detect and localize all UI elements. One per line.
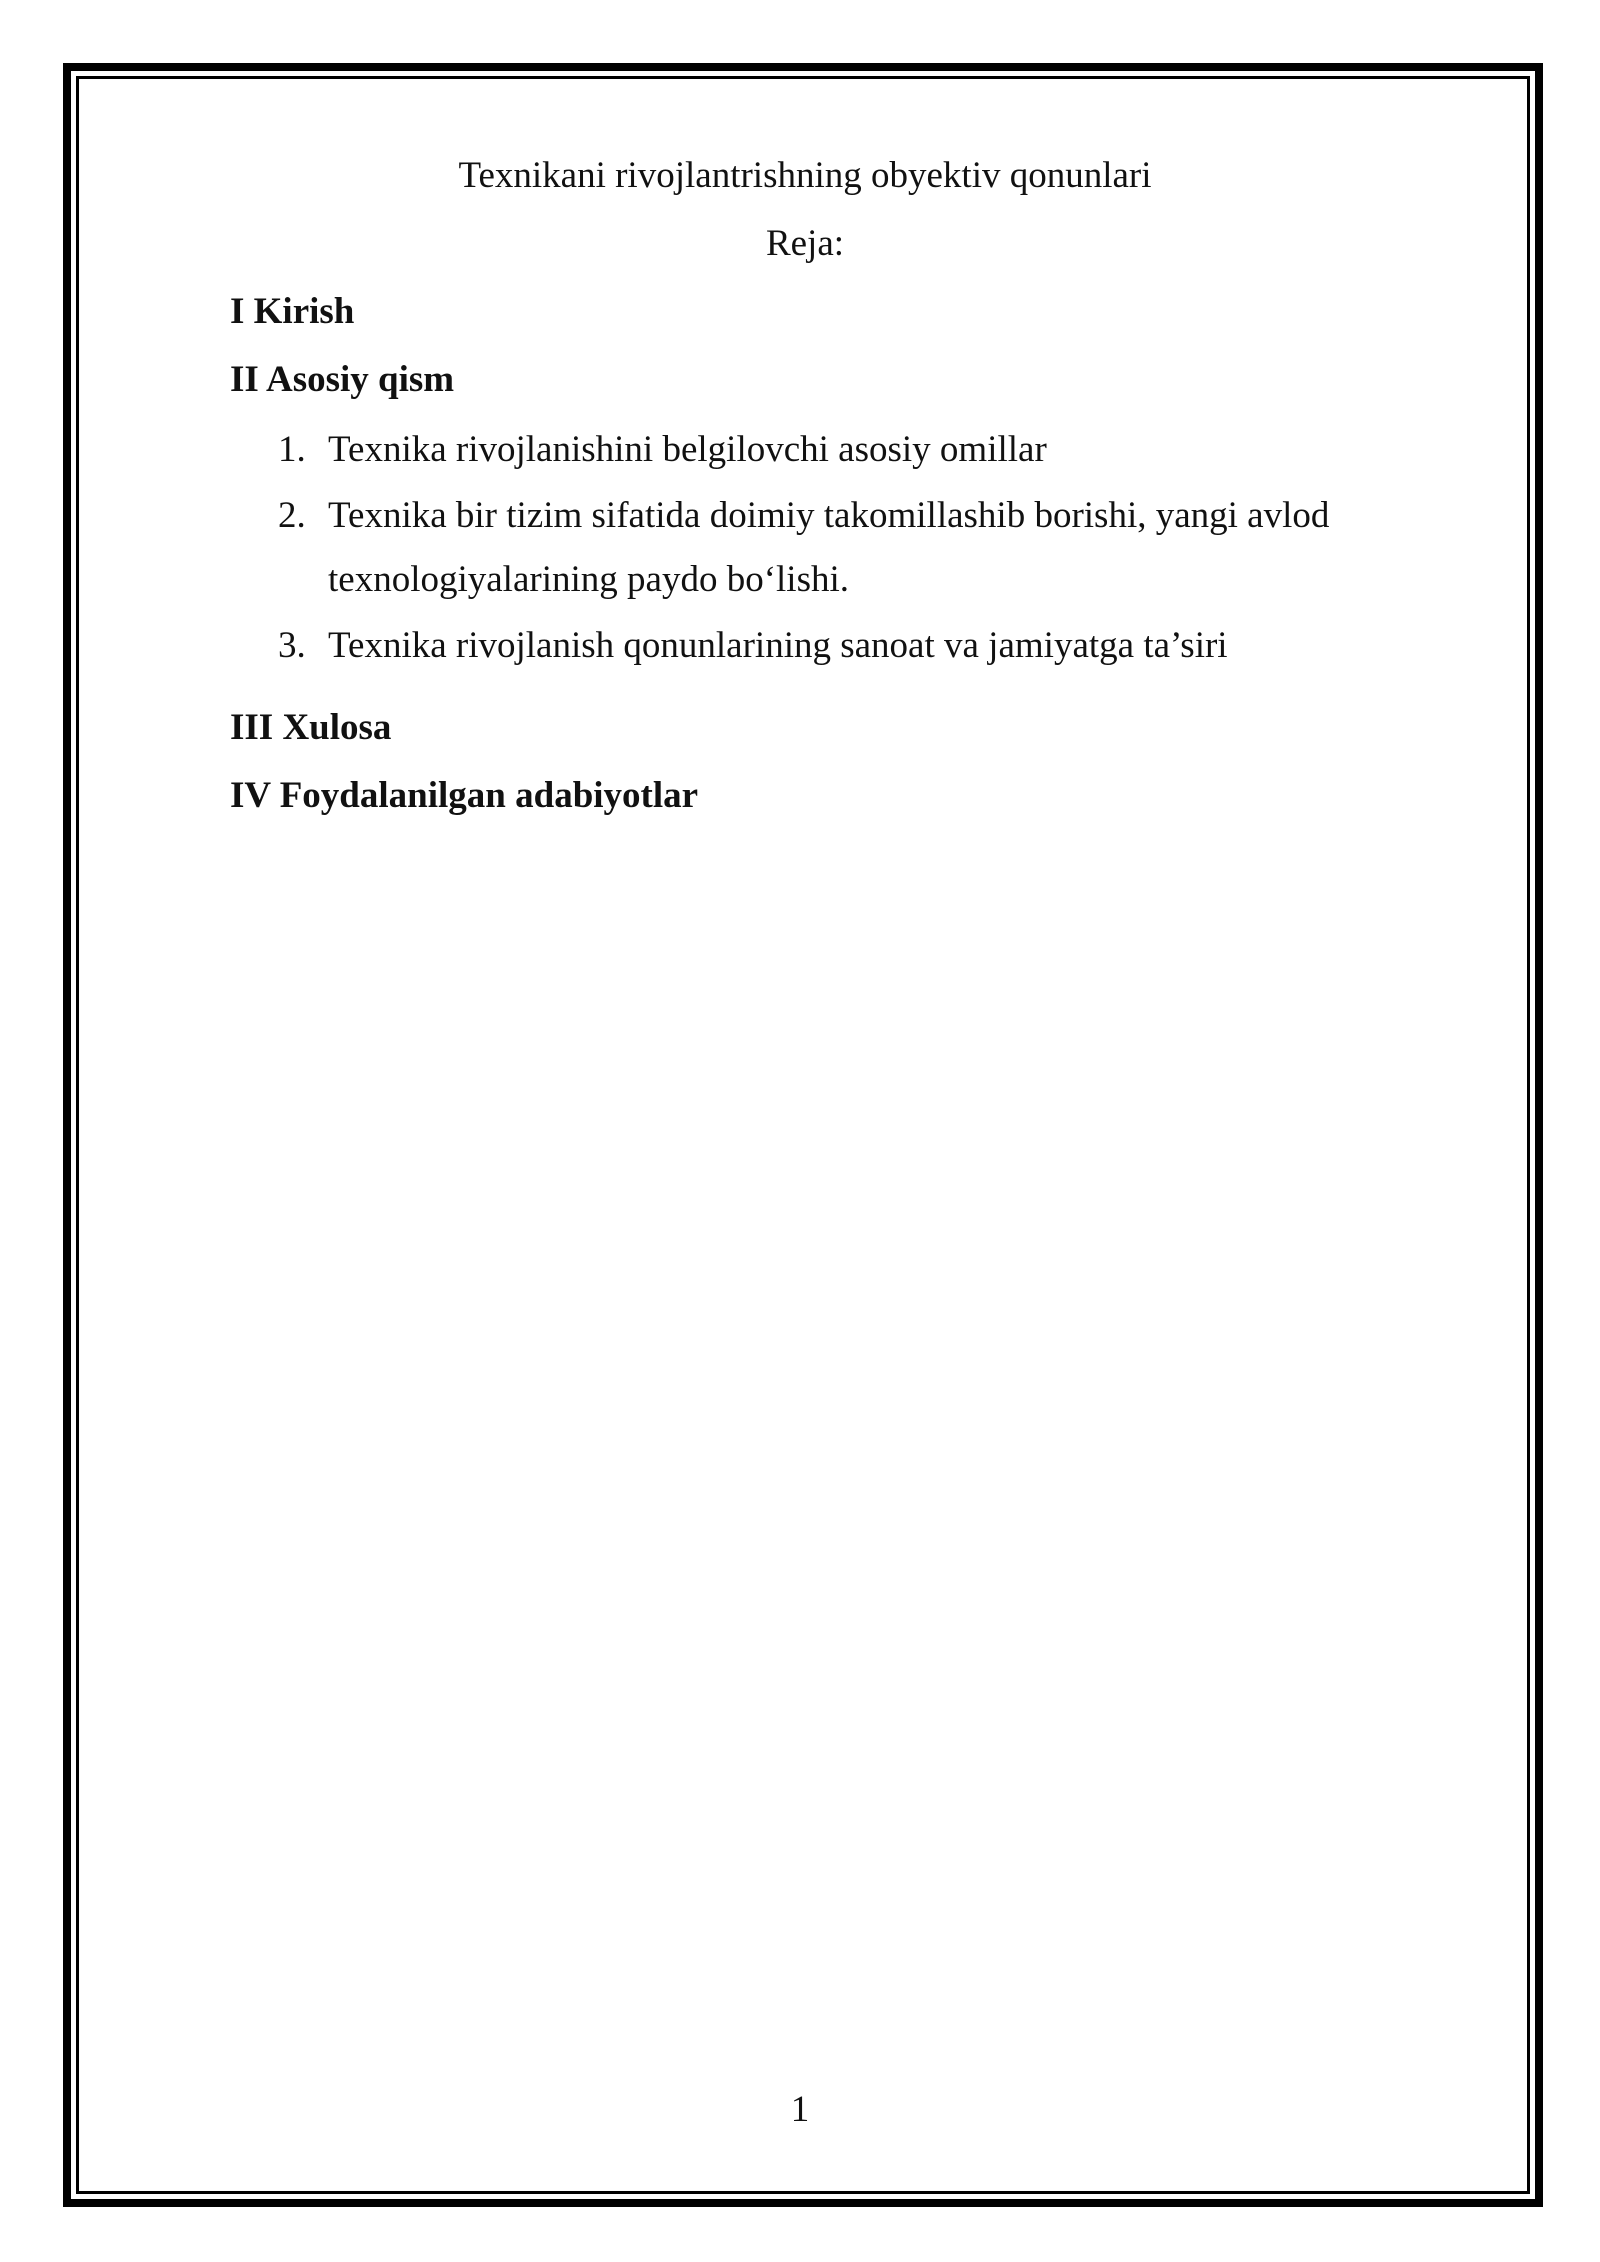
list-item-text: Texnika rivojlanish qonunlarining sanoat va jamiyatga ta’siri	[328, 625, 1228, 666]
plan-heading: Reja:	[765, 223, 845, 264]
document-content	[230, 148, 1380, 824]
list-item	[230, 418, 1380, 482]
list-item-number: 2.	[278, 495, 306, 536]
list-item-text: Texnika rivojlanishini belgilovchi asosiy omillar	[328, 429, 1047, 470]
document-title: Texnikani rivojlantrishning obyektiv qonunlari	[458, 155, 1152, 196]
section-main-part: II Asosiy qism	[230, 359, 455, 400]
main-part-list	[230, 418, 1380, 678]
section-introduction: I Kirish	[230, 291, 355, 332]
section-references: IV Foydalanilgan adabiyotlar	[230, 775, 699, 816]
list-item-text: Texnika bir tizim sifatida doimiy takomillashib borishi, yangi avlod texnologiyalarining paydo bo‘lishi.	[328, 495, 1330, 600]
section-conclusion: III Xulosa	[230, 707, 392, 748]
list-item	[230, 614, 1380, 678]
list-item	[230, 484, 1380, 612]
list-item-number: 1.	[278, 429, 306, 470]
page-number: 1	[790, 2089, 810, 2130]
list-item-number: 3.	[278, 625, 306, 666]
